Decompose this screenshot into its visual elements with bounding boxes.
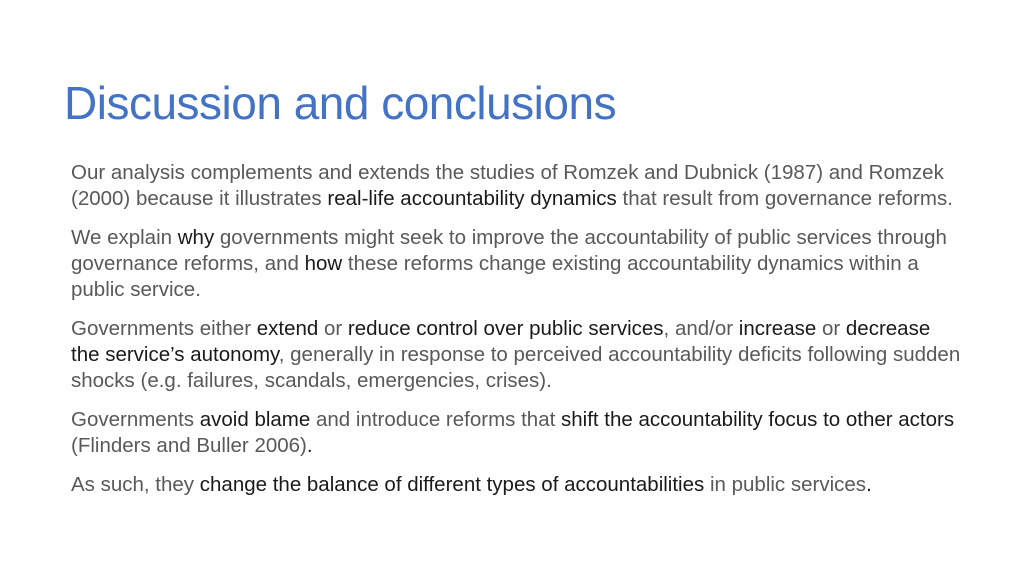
emphasized-text: why: [177, 226, 215, 249]
body-text: or: [318, 317, 348, 340]
body-text: , generally in response to perceived accountability deficits following sudden shocks (e.g. failures, scandals, emergencies, crises).: [71, 343, 961, 392]
body-text: that result from governance reforms.: [616, 187, 953, 210]
body-text: and introduce reforms that: [310, 408, 561, 431]
emphasized-text: how: [304, 252, 343, 275]
emphasized-text: avoid blame: [199, 408, 311, 431]
emphasized-text: reduce control over public services: [347, 317, 664, 340]
emphasized-text: shift the accountability focus to other actors: [560, 408, 955, 431]
body-text: in public services: [704, 473, 867, 496]
body-text: We explain: [71, 226, 178, 249]
body-paragraph: [71, 316, 961, 394]
emphasized-text: real-life accountability dynamics: [327, 187, 617, 210]
body-paragraph: [71, 160, 961, 212]
body-text: Governments: [71, 408, 200, 431]
body-paragraph: [71, 225, 961, 303]
body-text: Governments either: [71, 317, 257, 340]
emphasized-text: .: [306, 434, 313, 457]
emphasized-text: extend: [256, 317, 319, 340]
body-text: , and/or: [663, 317, 739, 340]
body-text: (Flinders and Buller 2006): [71, 434, 307, 457]
body-text: As such, they: [71, 473, 200, 496]
slide-title: Discussion and conclusions: [64, 77, 617, 129]
emphasized-text: decrease the service’s autonomy: [71, 317, 931, 366]
body-text: governments might seek to improve the accountability of public services through governance reforms, and: [71, 226, 947, 275]
emphasized-text: .: [866, 473, 872, 496]
body-paragraph: [71, 472, 961, 498]
body-paragraph: [71, 407, 961, 459]
body-text: or: [816, 317, 846, 340]
body-text: Our analysis complements and extends the studies of Romzek and Dubnick (1987) and Romzek (2000) because it illustrates: [71, 161, 944, 210]
emphasized-text: change the balance of different types of accountabilities: [199, 473, 705, 496]
emphasized-text: increase: [738, 317, 817, 340]
slide-body: [71, 160, 961, 511]
body-text: these reforms change existing accountability dynamics within a public service.: [71, 252, 919, 301]
